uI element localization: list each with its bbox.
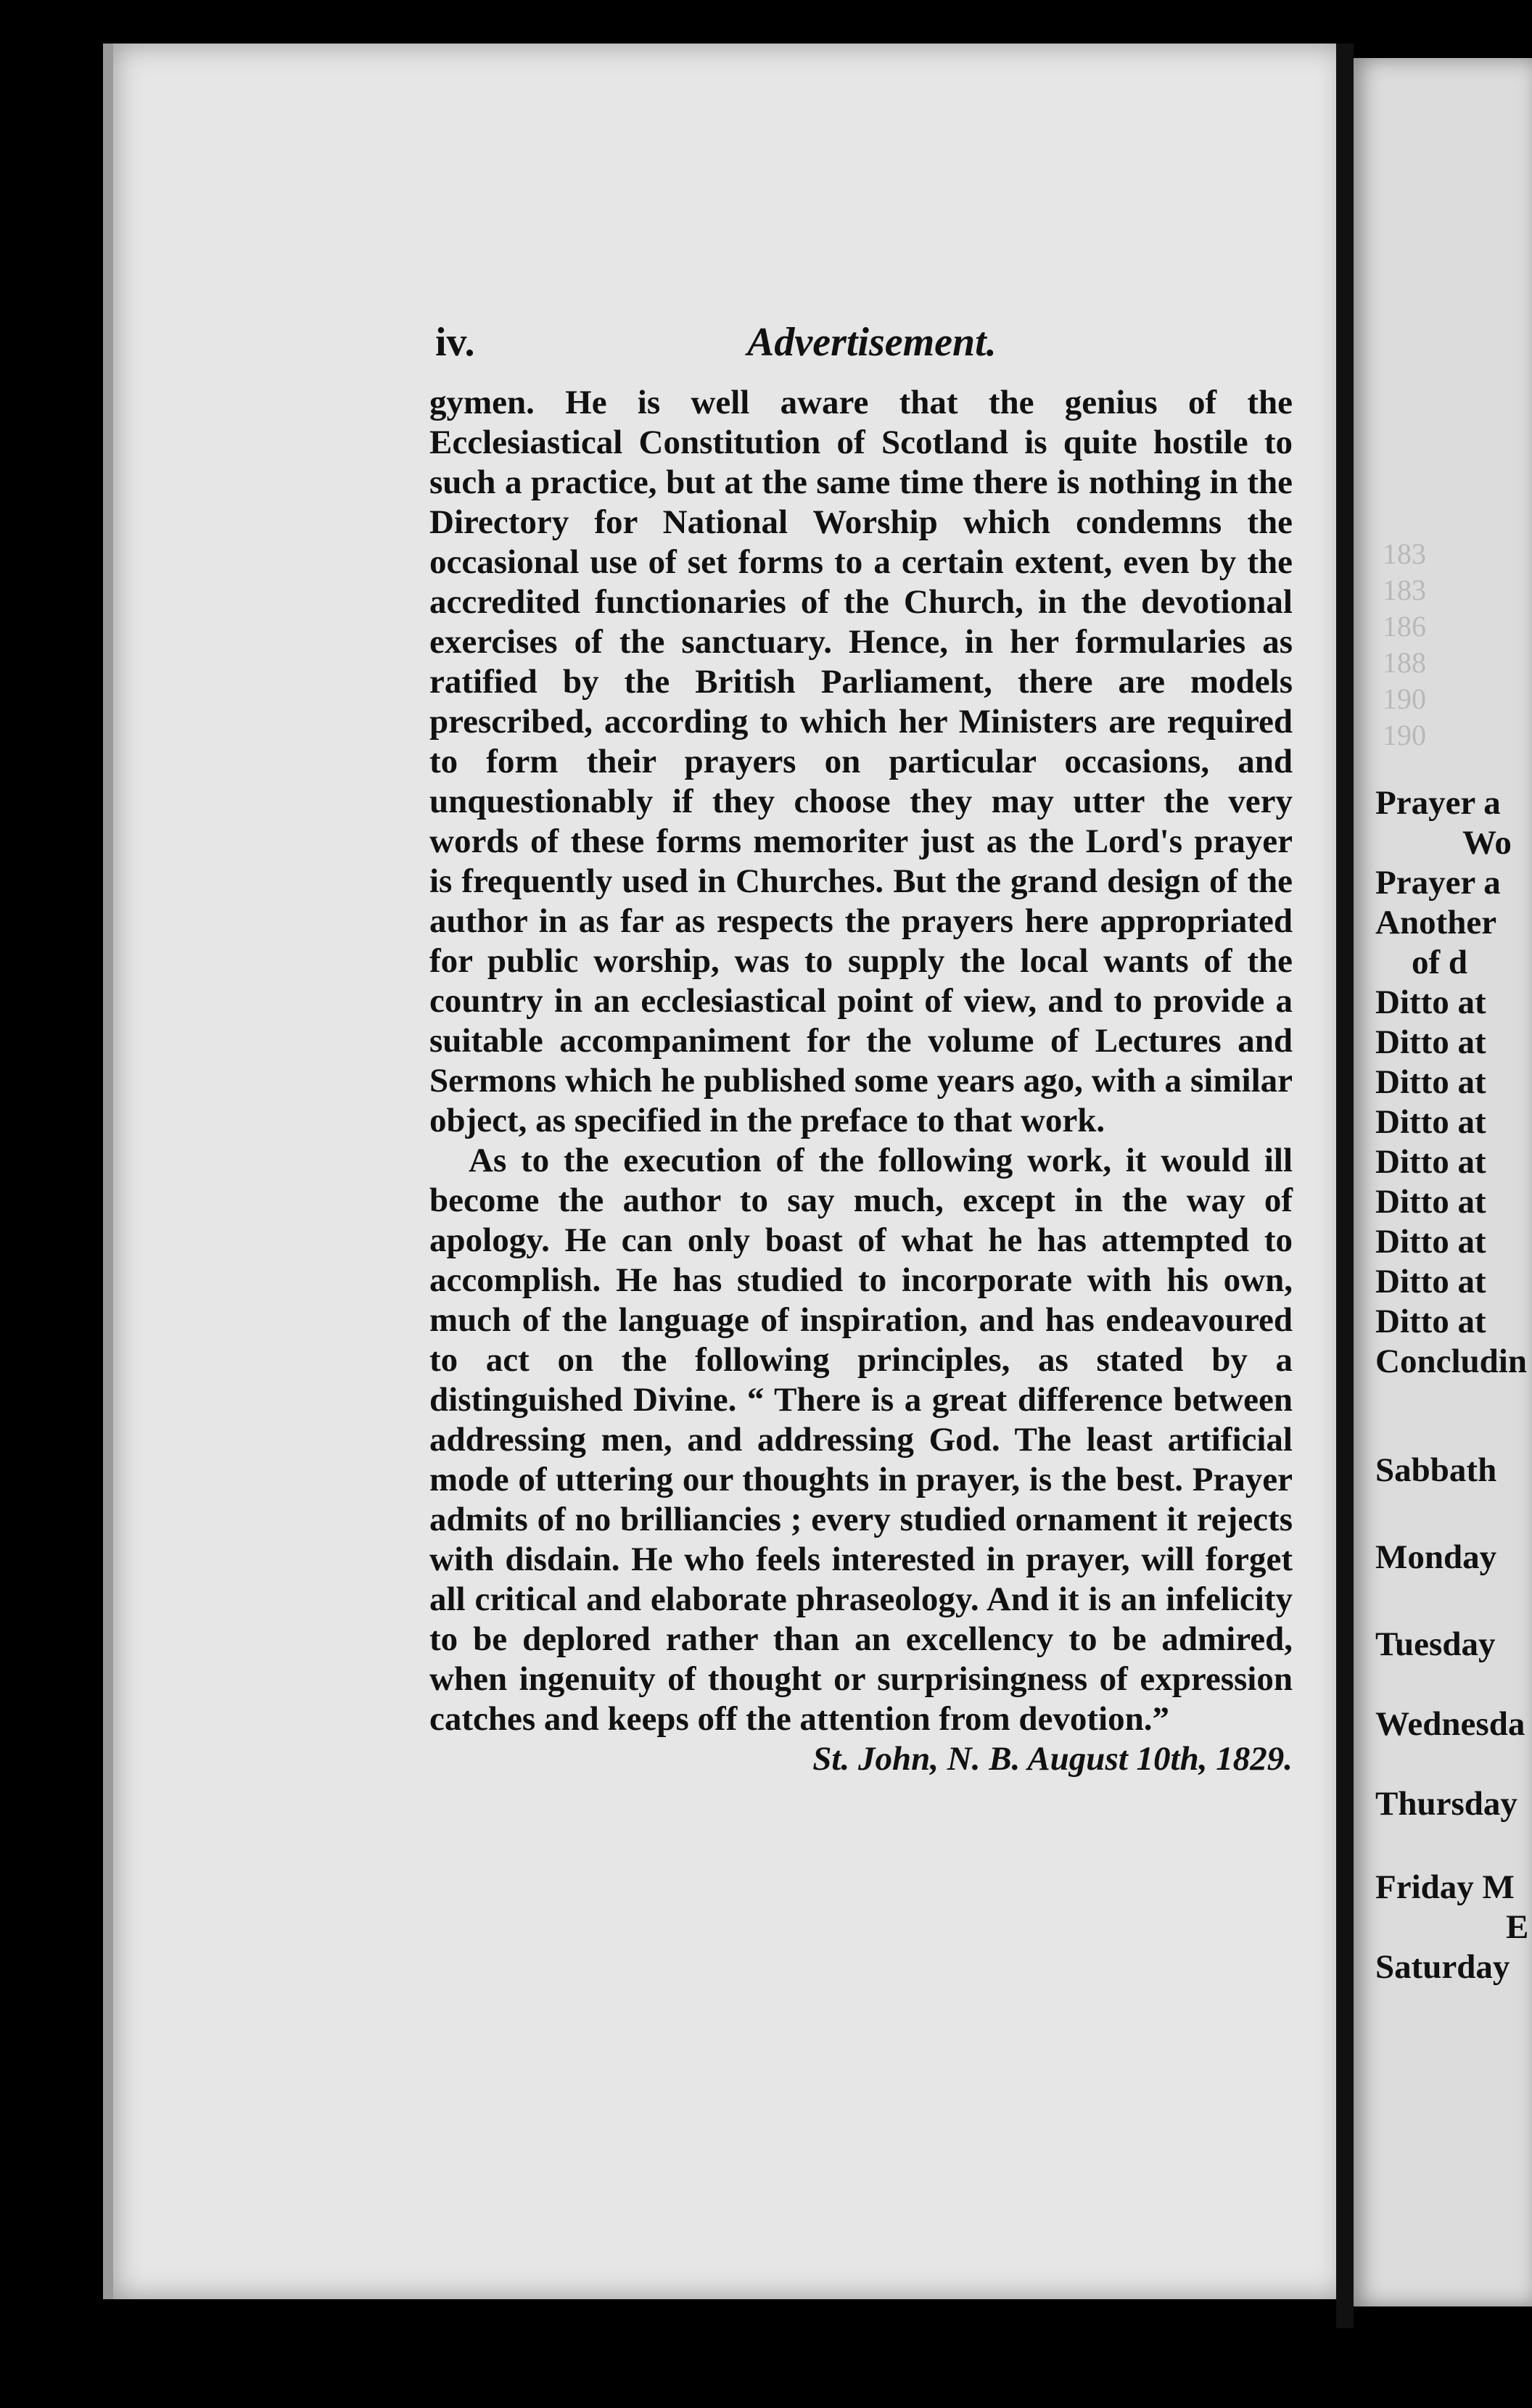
- contents-line: Ditto at: [1375, 984, 1486, 1021]
- contents-line: Friday M: [1375, 1868, 1515, 1906]
- ghost-number: 188: [1383, 646, 1426, 679]
- contents-line: Ditto at: [1375, 1023, 1486, 1061]
- contents-line: Another: [1375, 904, 1497, 941]
- contents-line: Saturday: [1375, 1948, 1510, 1986]
- page-gutter: [1336, 44, 1354, 2328]
- contents-line: Ditto at: [1375, 1303, 1486, 1340]
- paragraph-2-text: As to the execution of the following work, it would ill become the author to say much, except in the way of apology. He can only boast of what he has attempted to accomplish. He has studied to incorporate with his own, much of the language of inspiration, and has endeavoured to act on the following principles, as stated by a distinguished Divine. “ There is a great difference between addressing men, and addressing God. The least artificial mode of uttering our thoughts in prayer, is the best. Prayer admits of no brilliancies ; every studied ornament it rejects with disdain. He who feels interested in prayer, will forget all critical and elaborate phraseology. And it is an infelicity to be deplored rather than an excellency to be admired, when ingenuity of thought or surprisingness of expression catches and keeps off the attention from devotion.”: [429, 1142, 1293, 1738]
- ghost-number: 186: [1383, 610, 1426, 643]
- contents-line: Sabbath: [1375, 1451, 1497, 1489]
- paragraph-1: gymen. He is well aware that the genius of the Ecclesiastical Constitution of Scotland is quite hostile to such a practice, but at the same time there is nothing in the Directory for National Worship which condemns the occasional use of set forms to a certain extent, even by the accredited functionaries of the Church, in the devotional exercises of the sanctuary. Hence, in her formularies as ratified by the British Parliament, there are models prescribed, according to which her Ministers are required to form their prayers on particular occasions, and unquestionably if they choose they may utter the very words of these forms memoriter just as the Lord's prayer is frequently used in Churches. But the grand design of the author in as far as respects the prayers here appropriated for public worship, was to supply the local wants of the country in an ecclesiastical point of view, and to provide a suitable accompaniment for the volume of Lectures and Sermons which he published some years ago, with a similar object, as specified in the preface to that work.: [429, 384, 1293, 1139]
- contents-line: Ditto at: [1375, 1263, 1486, 1300]
- contents-line: Ditto at: [1375, 1143, 1486, 1181]
- contents-line: Wednesda: [1375, 1705, 1525, 1743]
- contents-line: Thursday: [1375, 1785, 1517, 1823]
- contents-line: of d: [1412, 944, 1468, 981]
- running-head: Advertisement.: [747, 320, 997, 365]
- contents-line: Ditto at: [1375, 1183, 1486, 1221]
- contents-line: Ditto at: [1375, 1103, 1486, 1141]
- body-text: [429, 383, 1293, 1779]
- contents-line: Concludin: [1375, 1343, 1527, 1380]
- right-page: [1354, 58, 1532, 2306]
- ghost-number: 183: [1383, 574, 1426, 606]
- ghost-number: 190: [1383, 683, 1426, 715]
- contents-line: Wo: [1462, 824, 1512, 862]
- contents-line: Ditto at: [1375, 1223, 1486, 1261]
- contents-line: Tuesday: [1375, 1625, 1496, 1663]
- ghost-number: 190: [1383, 719, 1426, 751]
- ghost-number: 183: [1383, 537, 1426, 570]
- page-number: iv.: [435, 320, 475, 365]
- contents-line: Prayer a: [1375, 864, 1501, 902]
- paragraph-2: [429, 1141, 1293, 1739]
- contents-line: Ditto at: [1375, 1063, 1486, 1101]
- signature-line: [429, 1739, 1293, 1779]
- contents-line: Prayer a: [1375, 784, 1501, 822]
- page-header: [326, 319, 1269, 377]
- signature: St. John, N. B. August 10th, 1829.: [812, 1740, 1293, 1778]
- contents-line: Monday: [1375, 1538, 1497, 1576]
- contents-line: E: [1506, 1908, 1529, 1946]
